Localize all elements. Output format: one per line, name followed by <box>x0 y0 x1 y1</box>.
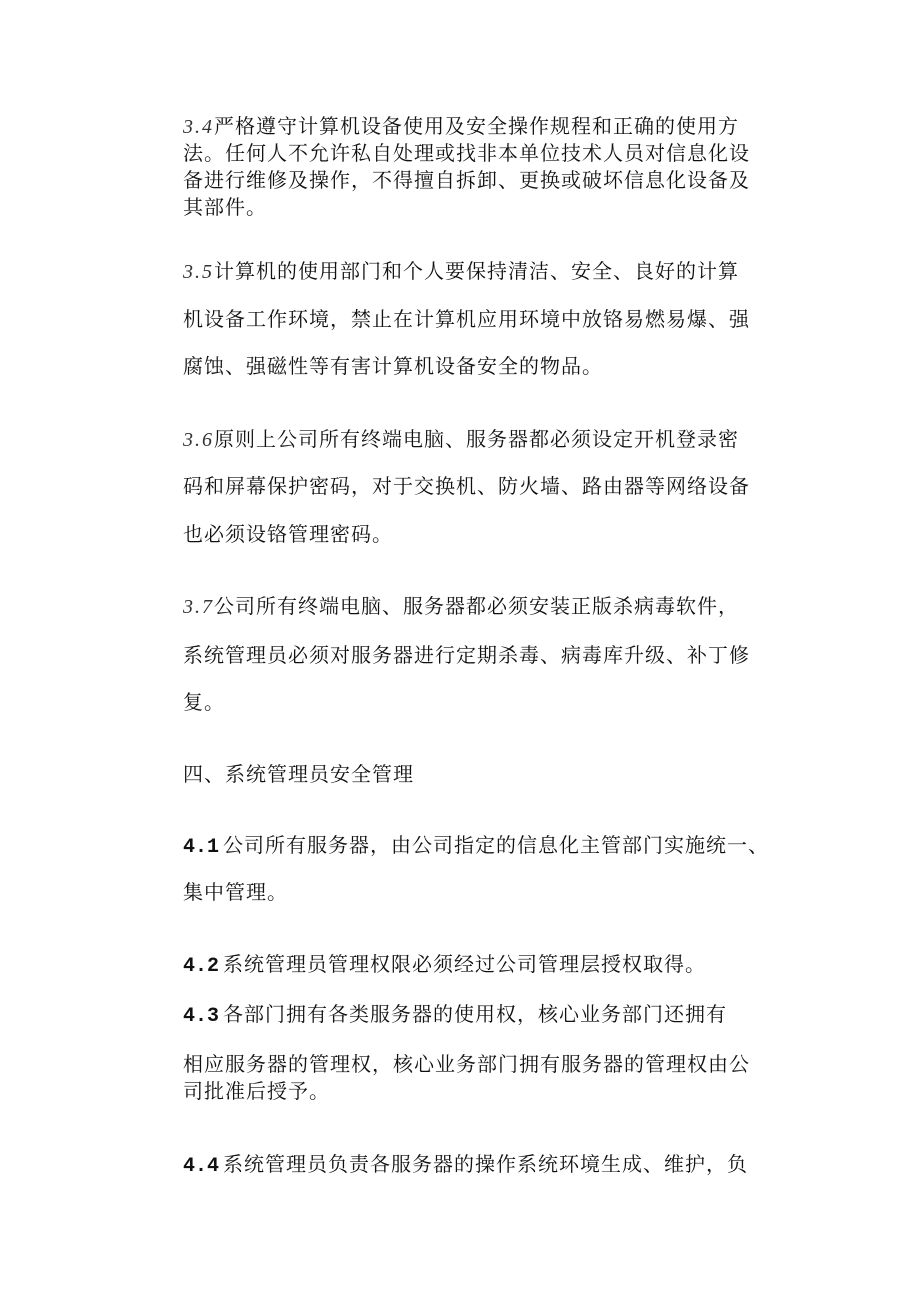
paragraph-text: 公司所有服务器，由公司指定的信息化主管部门实施统一、 <box>223 833 770 857</box>
clause-number: 4.4 <box>183 1155 220 1178</box>
clause-number: 4.1 <box>183 836 220 859</box>
clause-number: 4.3 <box>183 1005 220 1028</box>
paragraph-text: 严格遵守计算机设备使用及安全操作规程和正确的使用方 <box>214 114 739 138</box>
paragraph-4-3-line-3: 司批准后授予。 <box>183 1079 330 1103</box>
clause-number: 3.5 <box>183 261 214 283</box>
clause-number: 3.6 <box>183 429 214 451</box>
paragraph-3-7-line-1 <box>183 592 739 621</box>
paragraph-3-6-line-3: 也必须设铬管理密码。 <box>183 522 393 546</box>
paragraph-3-6-line-2: 码和屏幕保护密码，对于交换机、防火墙、路由器等网络设备 <box>183 474 750 498</box>
section-heading: 四、系统管理员安全管理 <box>183 762 414 786</box>
paragraph-4-1-line-1 <box>183 831 769 862</box>
paragraph-4-3-line-1 <box>183 1000 727 1031</box>
paragraph-text: 各部门拥有各类服务器的使用权，核心业务部门还拥有 <box>223 1002 728 1026</box>
paragraph-3-5-line-2: 机设备工作环境，禁止在计算机应用环境中放铬易燃易爆、强 <box>183 307 750 331</box>
paragraph-4-1-line-2: 集中管理。 <box>183 880 288 904</box>
paragraph-4-2-line-1 <box>183 950 706 981</box>
paragraph-3-5-line-1 <box>183 257 739 286</box>
paragraph-4-3-line-2: 相应服务器的管理权，核心业务部门拥有服务器的管理权由公 <box>183 1052 750 1076</box>
paragraph-4-4-line-1 <box>183 1150 748 1181</box>
paragraph-3-6-line-1 <box>183 425 739 454</box>
paragraph-text: 计算机的使用部门和个人要保持清洁、安全、良好的计算 <box>214 259 739 283</box>
paragraph-3-7-line-3: 复。 <box>183 690 225 714</box>
paragraph-text: 原则上公司所有终端电脑、服务器都必须设定开机登录密 <box>214 427 739 451</box>
paragraph-3-4-line-3: 备进行维修及操作，不得擅自拆卸、更换或破坏信息化设备及 <box>183 168 750 192</box>
paragraph-text: 公司所有终端电脑、服务器都必须安装正版杀病毒软件， <box>214 594 739 618</box>
paragraph-text: 系统管理员管理权限必须经过公司管理层授权取得。 <box>223 952 707 976</box>
paragraph-3-4-line-4: 其部件。 <box>183 195 267 219</box>
paragraph-3-4-line-2: 法。任何人不允许私自处理或找非本单位技术人员对信息化设 <box>183 141 750 165</box>
paragraph-3-4-line-1 <box>183 112 739 141</box>
paragraph-3-5-line-3: 腐蚀、强磁性等有害计算机设备安全的物品。 <box>183 354 603 378</box>
clause-number: 3.4 <box>183 116 214 138</box>
clause-number: 4.2 <box>183 955 220 978</box>
paragraph-3-7-line-2: 系统管理员必须对服务器进行定期杀毒、病毒库升级、补丁修 <box>183 643 750 667</box>
clause-number: 3.7 <box>183 596 214 618</box>
paragraph-text: 系统管理员负责各服务器的操作系统环境生成、维护，负 <box>223 1152 749 1176</box>
